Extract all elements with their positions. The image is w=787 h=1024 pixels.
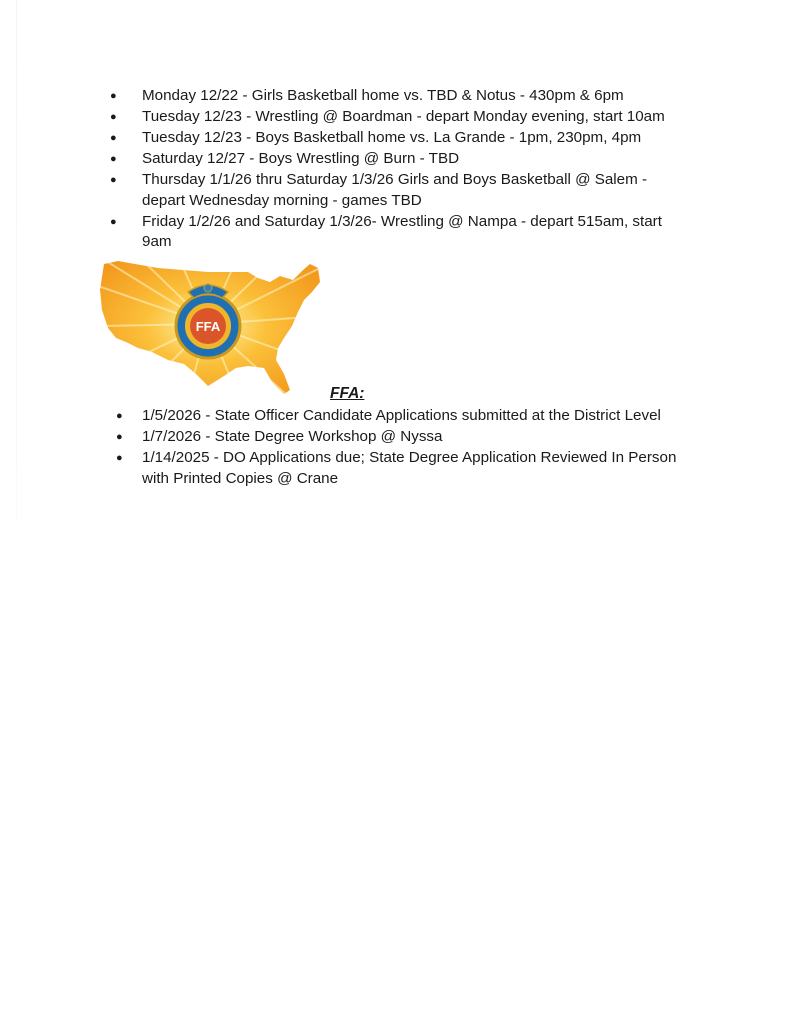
ffa-heading: FFA: [330, 385, 365, 402]
bullet: ● [116, 410, 123, 422]
list-item [110, 86, 690, 107]
event-text: Monday 12/22 - Girls Basketball home vs. TBD & Notus - 430pm & 6pm [142, 87, 624, 104]
event-text: 1/5/2026 - State Officer Candidate Applications submitted at the District Level [142, 407, 661, 424]
bullet: ● [116, 452, 123, 464]
list-item [110, 107, 690, 128]
list-item [110, 212, 690, 253]
bullet: ● [110, 174, 117, 186]
ffa-logo-text: FFA [195, 319, 221, 334]
list-item [110, 128, 690, 149]
event-text: 1/7/2026 - State Degree Workshop @ Nyssa [142, 428, 443, 445]
bullet: ● [110, 111, 117, 123]
event-text: 1/14/2025 - DO Applications due; State Degree Application Reviewed In Person with Printed Copies @ Crane [142, 449, 677, 487]
bullet: ● [116, 431, 123, 443]
event-text: Friday 1/2/26 and Saturday 1/3/26- Wrestling @ Nampa - depart 515am, start 9am [142, 212, 662, 250]
event-text: Tuesday 12/23 - Boys Basketball home vs. La Grande - 1pm, 230pm, 4pm [142, 129, 642, 146]
bullet: ● [110, 90, 117, 102]
ffa-schedule-list [116, 406, 706, 490]
bullet: ● [110, 215, 117, 228]
list-item [116, 406, 706, 427]
event-text: Thursday 1/1/26 thru Saturday 1/3/26 Girls and Boys Basketball @ Salem - depart Wednesday morning - games TBD [142, 171, 648, 209]
list-item [116, 448, 706, 489]
bullet: ● [110, 153, 117, 165]
list-item [116, 427, 706, 448]
scan-edge [16, 0, 17, 520]
ffa-emblem-usa-map-icon [98, 256, 324, 396]
bullet: ● [110, 132, 117, 144]
event-text: Tuesday 12/23 - Wrestling @ Boardman - depart Monday evening, start 10am [142, 108, 665, 125]
sports-schedule-list [110, 86, 690, 253]
list-item [110, 170, 690, 211]
list-item [110, 149, 690, 170]
event-text: Saturday 12/27 - Boys Wrestling @ Burn - TBD [142, 150, 460, 167]
